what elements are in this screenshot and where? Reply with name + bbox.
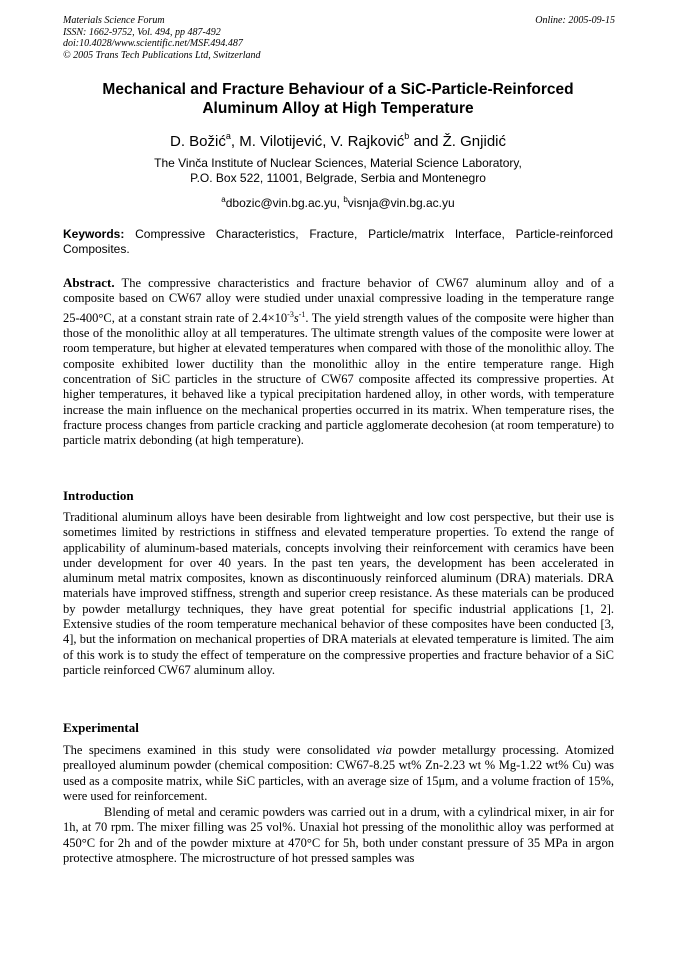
- abstract-exponent-2: -1: [298, 309, 306, 319]
- exp-p1-text-a: The specimens examined in this study were consolidated: [63, 743, 377, 757]
- affiliation: [63, 156, 613, 186]
- author-emails: [63, 192, 613, 211]
- author-3: and Ž. Gnjidić: [409, 133, 506, 150]
- email-a-mark: a: [221, 195, 226, 204]
- paper-title: [63, 80, 613, 118]
- abstract-text-2: . The yield strength values of the composite were higher than those of the monolithic alloy at all temperatures. The ultimate strength values of the composite were lower at room temperature, but higher at elevated temperatures when compared with those of the monolithic alloy. The composite exhibited lower ductility than the monolithic alloy in the entire temperature range. High concentration of SiC particles in the structure of CW67 composite affected its compressive properties. At higher temperatures, it behaved like a typical precipitation hardened alloy, in other words, with temperature increase the main influence on the mechanical properties occurred in its matrix. When temperature rises, the fracture process changes from particle cracking and particle agglomerate decohesion (at room temperature) to particle matrix debonding (at high temperature).: [63, 310, 614, 448]
- author-2: , M. Vilotijević, V. Rajković: [230, 133, 405, 150]
- title-line-2: Aluminum Alloy at High Temperature: [202, 100, 474, 117]
- journal-header: [63, 15, 423, 61]
- experimental-heading: Experimental: [63, 720, 139, 735]
- journal-issn: ISSN: 1662-9752, Vol. 494, pp 487-492: [63, 26, 221, 38]
- abstract-unit: s: [293, 310, 299, 325]
- affiliation-line-2: P.O. Box 522, 11001, Belgrade, Serbia and Montenegro: [190, 171, 486, 185]
- keywords: [63, 227, 613, 256]
- title-line-1: Mechanical and Fracture Behaviour of a SiC-Particle-Reinforced: [102, 81, 574, 98]
- abstract-label: Abstract.: [63, 275, 115, 290]
- email-b[interactable]: visnja@vin.bg.ac.yu: [347, 196, 455, 210]
- author-list: [63, 128, 613, 151]
- exp-p1-text-b: powder metallurgy processing. Atomized prealloyed aluminum powder (chemical composition: CW67-8.25 wt% Zn-2.23 wt % Mg-1.22 wt% Cu) was used as a composite matrix, while SiC particles, with an average size of 15μm, and a volume fraction of 15%, were used for reinforcement.: [63, 743, 614, 803]
- author-1: D. Božić: [169, 133, 226, 150]
- journal-copyright: © 2005 Trans Tech Publications Ltd, Switzerland: [63, 49, 261, 61]
- introduction-text: Traditional aluminum alloys have been desirable from lightweight and low cost perspective, but their use is sometimes limited by restrictions in stiffness and elevated temperature properties. To extend the range of applicability of aluminum-based materials, concepts involving their reinforcement with ceramics have been under development for over 40 years. In the past ten years, the development has been accelerated in aluminum metal matrix composites, known as discontinuously reinforced aluminum (DRA) materials. DRA materials have improved stiffness, strength and superior creep resistance. As these materials can be produced by powder metallurgy techniques, they have great potential for specific industrial applications [1, 2]. Extensive studies of the room temperature mechanical behavior of these composites have been conducted [3, 4], but the information on mechanical properties of DRA materials at elevated temperature is limited. The aim of this work is to study the effect of temperature on the compressive properties and fracture behavior of a SiC particle reinforced CW67 aluminum alloy.: [63, 510, 614, 677]
- email-b-mark: b: [343, 195, 348, 204]
- introduction-heading: Introduction: [63, 488, 134, 503]
- experimental-paragraph-2: Blending of metal and ceramic powders was carried out in a drum, with a cylindrical mixer, in air for 1h, at 70 rpm. The mixer filling was 25 vol%. Unaxial hot pressing of the monolithic alloy was performed at 450°C for 2h and of the powder mixture at 470°C for 5h, both under constant pressure of 35 MPa in argon protective atmosphere. The microstructure of hot pressed samples was: [63, 805, 614, 865]
- experimental-paragraph-1: [63, 743, 614, 804]
- email-a[interactable]: dbozic@vin.bg.ac.yu,: [225, 196, 344, 210]
- affiliation-line-1: The Vinča Institute of Nuclear Sciences, Material Science Laboratory,: [154, 156, 522, 170]
- author-1-affil-mark: a: [225, 131, 231, 141]
- journal-doi: doi:10.4028/www.scientific.net/MSF.494.487: [63, 38, 243, 49]
- abstract-exponent-1: -3: [287, 309, 294, 319]
- journal-name: Materials Science Forum: [63, 15, 165, 26]
- author-2-affil-mark: b: [404, 131, 410, 141]
- online-date: Online: 2005-09-15: [535, 15, 615, 26]
- keywords-label: Keywords:: [63, 227, 125, 241]
- abstract: [63, 275, 614, 448]
- abstract-text-1: The compressive characteristics and fracture behavior of CW67 aluminum alloy and of a composite based on CW67 alloy were studied under unaxial compressive loading in the temperature range 25-400°C, at a constant strain rate of 2.4×10: [63, 276, 614, 325]
- keywords-text: Compressive Characteristics, Fracture, Particle/matrix Interface, Particle-reinforced Composites.: [63, 227, 613, 256]
- exp-p1-via: via: [376, 743, 392, 757]
